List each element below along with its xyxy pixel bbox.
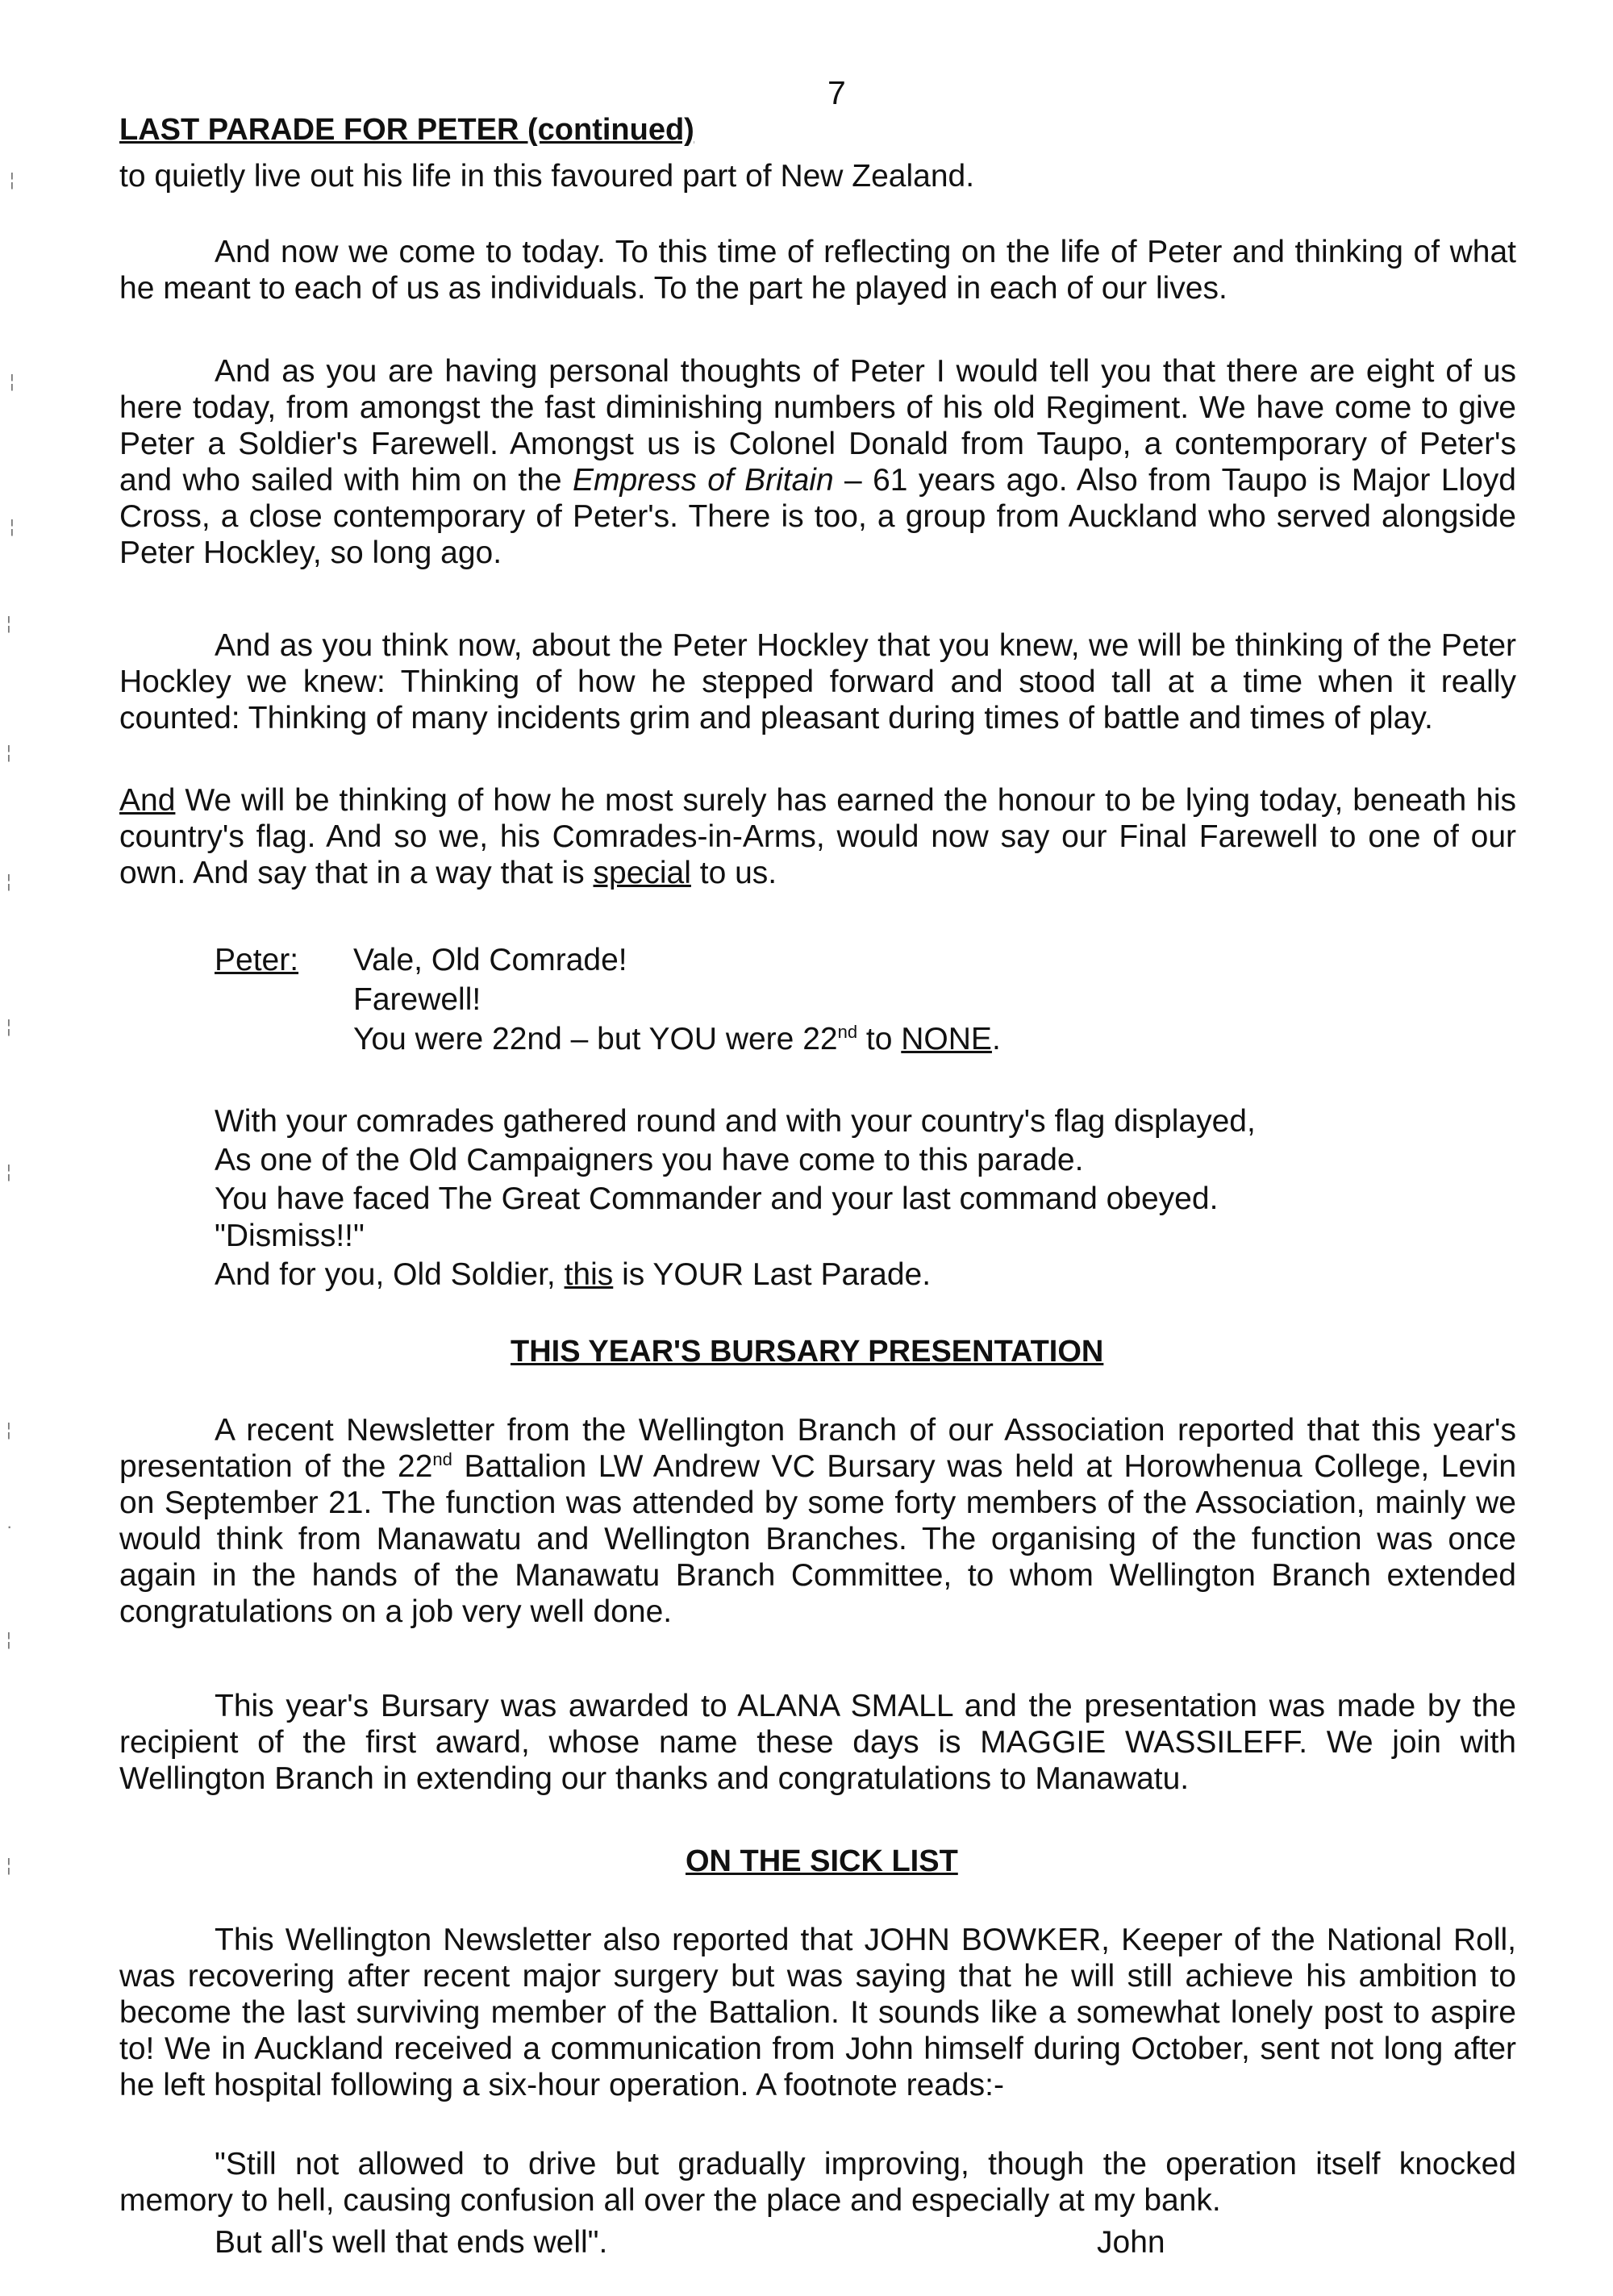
paragraph-bursary-award: [119, 1688, 1516, 1797]
paragraph-sick-list: [119, 1922, 1516, 2103]
paragraph-honour: [119, 782, 1516, 891]
superscript: nd: [432, 1449, 452, 1469]
paragraph-text: And now we come to today. To this time of reflecting on the life of Peter and thinking of what he meant to each of us as individuals. To the part he played in each of our lives.: [119, 235, 1516, 306]
farewell-label-text: Peter:: [215, 943, 299, 977]
section-heading-bursary: THIS YEAR'S BURSARY PRESENTATION: [511, 1335, 1104, 1369]
farewell-text: to: [857, 1022, 902, 1056]
farewell-line-1: Vale, Old Comrade!: [353, 943, 627, 977]
scan-mark: ¦: [6, 871, 11, 891]
ship-name: Empress of Britain: [572, 463, 834, 498]
continued-line: to quietly live out his life in this favoured part of New Zealand.: [119, 159, 975, 194]
farewell-label: [215, 942, 298, 978]
this-underlined: this: [564, 1257, 614, 1292]
scan-mark: ¦: [6, 1419, 11, 1440]
scan-mark: ¦: [6, 1016, 11, 1036]
paragraph-text: And as you think now, about the Peter Hockley that you knew, we will be thinking of the Peter Hockley we knew: Thinking of how he stepped forward and stood tall at a time when it really counted: Thinking of many incidents grim and pleasant during times of battle and times of play.: [119, 628, 1516, 735]
none-underlined: NONE: [901, 1022, 992, 1056]
scan-mark: ¦: [6, 742, 11, 762]
quote-footnote: [119, 2146, 1516, 2219]
poem-text: And for you, Old Soldier,: [215, 1257, 565, 1292]
paragraph-peter-hockley: [119, 627, 1516, 736]
scan-mark: ¦: [6, 1629, 11, 1649]
farewell-line-3: [353, 1021, 1001, 1057]
poem-text: is YOUR Last Parade.: [613, 1257, 932, 1292]
poem-line-5: [215, 1256, 931, 1293]
paragraph-text: Battalion LW Andrew VC Bursary was held at Horowhenua College, Levin on September 21. The function was attended by some forty members of the Association, mainly we would think from Manawatu and Wellington Branches. The organising of the function was once again in the hands of the Manawatu Branch Committee, to whom Wellington Branch extended congratulations on a job very well done.: [119, 1449, 1517, 1629]
paragraph-text: This Wellington Newsletter also reported that JOHN BOWKER, Keeper of the National Roll, was recovering after recent major surgery but was saying that he will still achieve his ambition to become the last surviving member of the Battalion. It sounds like a somewhat lonely post to aspire to! We in Auckland received a communication from John himself during October, sent not long after he left hospital following a six-hour operation. A footnote reads:-: [119, 1923, 1516, 2102]
scan-mark: ¦: [10, 169, 15, 190]
poem-line-4: "Dismiss!!": [215, 1219, 365, 1253]
poem-line-3: You have faced The Great Commander and your last command obeyed.: [215, 1181, 1219, 1216]
superscript: nd: [837, 1022, 858, 1042]
paragraph-bursary-report: [119, 1412, 1516, 1630]
poem-line-2: As one of the Old Campaigners you have come to this parade.: [215, 1143, 1084, 1177]
section-heading-last-parade: LAST PARADE FOR PETER (continued): [119, 113, 694, 147]
paragraph-eight-of-us: [119, 353, 1516, 571]
quote-closing: But all's well that ends well".: [215, 2225, 608, 2260]
poem-line-1: With your comrades gathered round and with your country's flag displayed,: [215, 1104, 1256, 1139]
special-underlined: special: [593, 856, 691, 890]
paragraph-today: [119, 234, 1516, 306]
scan-mark: ¦: [10, 371, 15, 391]
scan-mark: ¦: [6, 1855, 11, 1875]
and-underlined: And: [119, 783, 176, 818]
section-heading-sick-list: ON THE SICK LIST: [686, 1844, 958, 1878]
scan-mark: ¦: [10, 516, 15, 536]
scan-mark: ·: [6, 1516, 13, 1536]
paragraph-text: – 61 years ago. Also from Taupo is Major Lloyd Cross, a close contemporary of Peter's. There is too, a group from Auckland who served alongside Peter Hockley, so long ago.: [119, 463, 1517, 570]
signature: John: [1097, 2225, 1165, 2260]
farewell-line-2: Farewell!: [353, 982, 481, 1017]
farewell-text: .: [991, 1022, 1001, 1056]
paragraph-text: And as you are having personal thoughts of Peter I would tell you that there are eight of us here today, from amongst the fast diminishing numbers of his old Regiment. We have come to give Peter a Soldier's Farewell. Amongst us is Colonel Donald from Taupo, a contemporary of Peter's and who sailed with him on the: [119, 354, 1516, 498]
paragraph-text: A recent Newsletter from the Wellington Branch of our Association reported that this year's presentation of the 22: [119, 1413, 1516, 1484]
scan-mark: ¦: [6, 613, 11, 633]
quote-text: "Still not allowed to drive but gradually improving, though the operation itself knocked memory to hell, causing confusion all over the place and especially at my bank.: [119, 2147, 1516, 2218]
page-number: 7: [827, 74, 846, 111]
paragraph-text: to us.: [690, 856, 777, 890]
paragraph-text: We will be thinking of how he most surely has earned the honour to be lying today, beneath his country's flag. And so we, his Comrades-in-Arms, would now say our Final Farewell to one of our own. And say that in a way that is: [119, 783, 1516, 890]
scan-mark: ¦: [6, 1161, 11, 1181]
paragraph-text: This year's Bursary was awarded to ALANA SMALL and the presentation was made by the recipient of the first award, whose name these days is MAGGIE WASSILEFF. We join with Wellington Branch in extending our thanks and congratulations to Manawatu.: [119, 1689, 1516, 1796]
farewell-text: You were 22nd – but YOU were 22: [353, 1022, 838, 1056]
